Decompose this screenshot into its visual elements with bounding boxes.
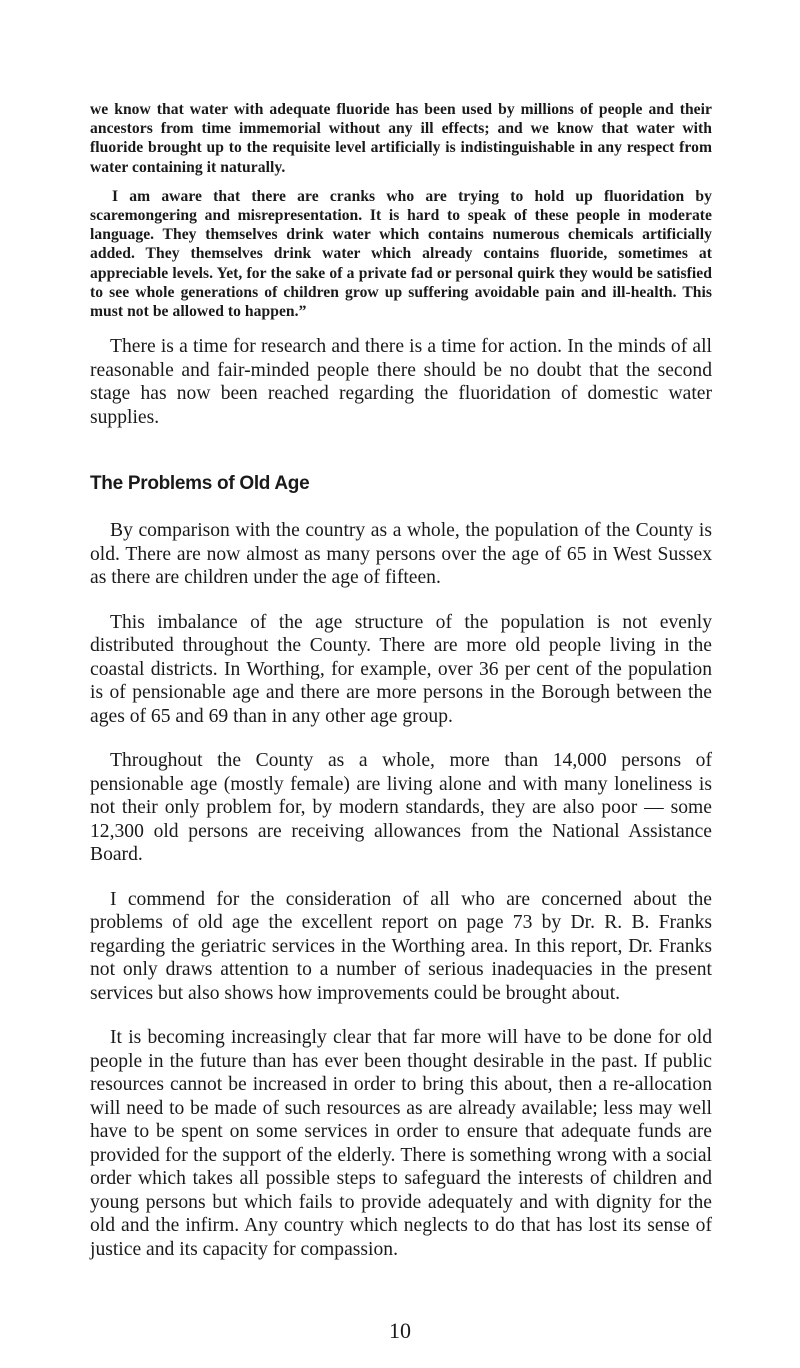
body-paragraph: There is a time for research and there is a time for action. In the minds of all reasonable and fair-minded people there should be no doubt that the second stage has now been reached regarding the fluoridation of domestic water supplies.	[90, 336, 712, 428]
section-body	[90, 519, 712, 1261]
quoted-passage	[90, 100, 712, 321]
document-page	[90, 100, 712, 1282]
section-heading: The Problems of Old Age	[90, 473, 310, 495]
body-paragraph: By comparison with the country as a whole, the population of the County is old. There are now almost as many persons over the age of 65 in West Sussex as there are children under the age of fifteen.	[90, 520, 712, 589]
body-paragraph: It is becoming increasingly clear that far more will have to be done for old people in the future than has ever been thought desirable in the past. If public resources cannot be increased in order to bring this about, then a re-allocation will need to be made of such resources as are already available; less may well have to be spent on some services in order to ensure that adequate funds are provided for the support of the elderly. There is something wrong with a social order which takes all possible steps to safeguard the interests of children and young persons but which fails to provide adequately and with dignity for the old and the infirm. Any country which neglects to do that has lost its sense of justice and its capacity for compassion.	[90, 1027, 712, 1260]
body-text	[90, 335, 712, 429]
quote-paragraph: I am aware that there are cranks who are trying to hold up fluoridation by scaremongering and misrepresentation. It is hard to speak of these people in moderate language. They themselves drink water which contains numerous chemicals artificially added. They themselves drink water which already contains fluoride, sometimes at appreciable levels. Yet, for the sake of a private fad or personal quirk they would be satisfied to see whole generations of children grow up suffering avoidable pain and ill-health. This must not be allowed to happen.”	[90, 187, 712, 321]
quote-paragraph: we know that water with adequate fluoride has been used by millions of people and their ancestors from time immemorial without any ill effects; and we know that water with fluoride brought up to the requisite level artificially is indistinguishable in any respect from water containing it naturally.	[90, 101, 712, 176]
page-number: 10	[389, 1318, 411, 1343]
body-paragraph: I commend for the consideration of all who are concerned about the problems of old age the excellent report on page 73 by Dr. R. B. Franks regarding the geriatric services in the Worthing area. In this report, Dr. Franks not only draws attention to a number of serious inadequacies in the present services but also shows how improvements could be brought about.	[90, 888, 712, 1004]
body-paragraph: This imbalance of the age structure of the population is not evenly distributed throughout the County. There are more old people living in the coastal districts. In Worthing, for example, over 36 per cent of the population is of pensionable age and there are more persons in the Borough between the ages of 65 and 69 than in any other age group.	[90, 611, 712, 727]
body-paragraph: Throughout the County as a whole, more than 14,000 persons of pensionable age (mostly female) are living alone and with many loneliness is not their only problem for, by modern standards, they are also poor — some 12,300 old persons are receiving allowances from the National Assistance Board.	[90, 750, 712, 866]
